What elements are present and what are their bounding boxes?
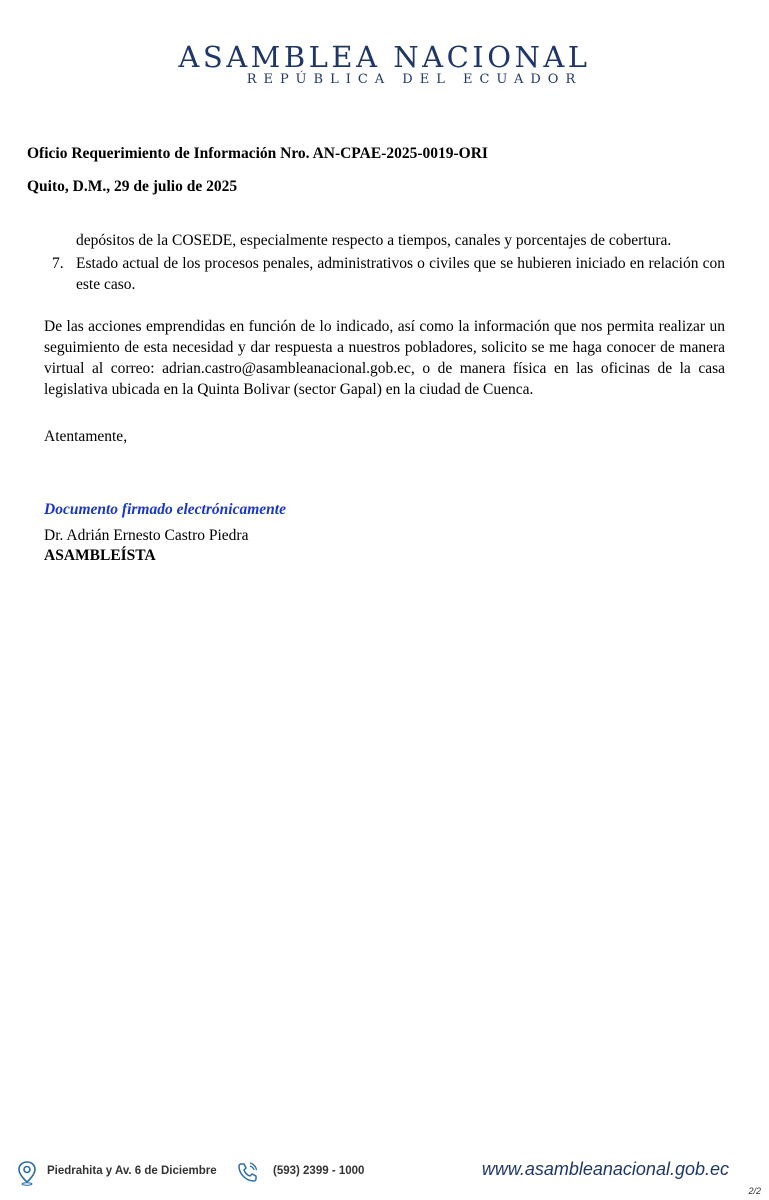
request-paragraph: De las acciones emprendidas en función de lo indicado, así como la información que nos permita realizar un seguimiento de esta necesidad y dar respuesta a nuestros pobladores, solicito se me haga conocer de manera virtual al correo: adrian.castro@asambleanacional.gob.ec, o de manera física en las oficinas de la casa legislativa ubicada en la Quinta Bolivar (sector Gapal) en la ciudad de Cuenca.	[44, 318, 725, 398]
phone-icon	[236, 1160, 260, 1189]
signer-name: Dr. Adrián Ernesto Castro Piedra	[44, 527, 249, 544]
electronic-signature-note: Documento firmado electrónicamente	[44, 501, 286, 518]
signer-title: ASAMBLEÍSTA	[44, 547, 156, 564]
footer-website-link[interactable]: www.asambleanacional.gob.ec	[481, 1159, 729, 1179]
document-body	[44, 230, 725, 566]
location-pin-icon	[16, 1160, 38, 1191]
list-item-continuation: depósitos de la COSEDE, especialmente respecto a tiempos, canales y porcentajes de cobertura.	[76, 232, 672, 249]
footer-address: Piedrahita y Av. 6 de Diciembre	[47, 1165, 217, 1177]
list-item-number: 7.	[52, 255, 64, 272]
page-number: 2/2	[748, 1186, 761, 1196]
document-reference: Oficio Requerimiento de Información Nro. AN-CPAE-2025-0019-ORI	[27, 145, 488, 162]
footer	[0, 1158, 769, 1188]
letterhead	[0, 40, 769, 88]
org-name: ASAMBLEA NACIONAL	[178, 40, 591, 74]
closing: Atentamente,	[44, 428, 128, 445]
document-stamp	[4, 1193, 184, 1200]
list-item-text: Estado actual de los procesos penales, administrativos o civiles que se hubieren iniciado en relación con este caso.	[76, 255, 725, 293]
org-subtitle: REPÚBLICA DEL ECUADOR	[246, 72, 583, 87]
document-date: Quito, D.M., 29 de julio de 2025	[27, 178, 238, 195]
footer-phone: (593) 2399 - 1000	[273, 1165, 365, 1177]
list-item-7	[44, 253, 725, 295]
